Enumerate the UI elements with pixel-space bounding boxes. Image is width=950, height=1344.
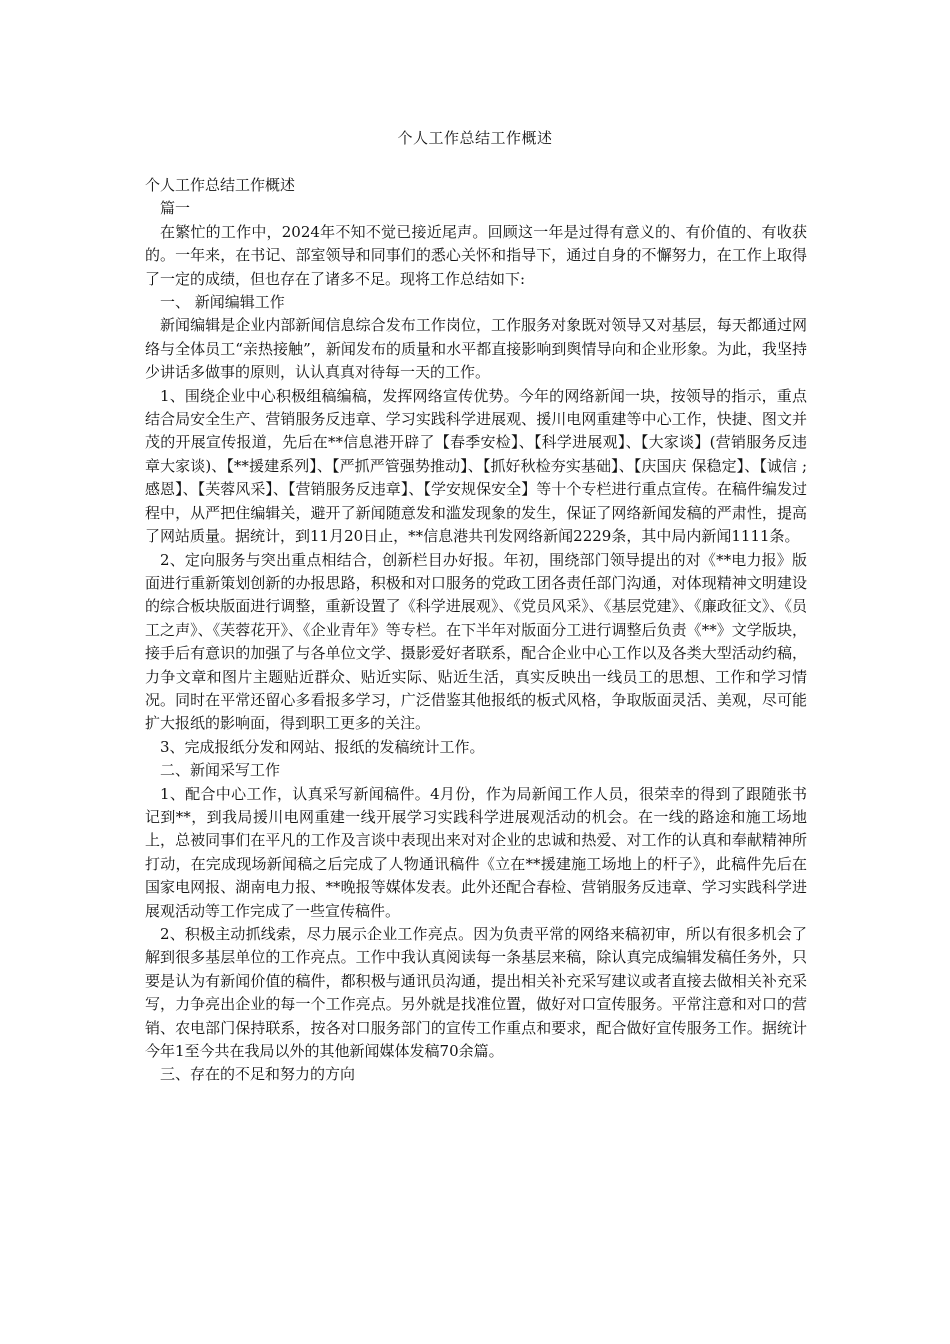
paragraph-news-editing: 新闻编辑是企业内部新闻信息综合发布工作岗位，工作服务对象既对领导又对基层，每天都通过网络与全体员工“亲热接触”，新闻发布的质量和水平都直接影响到舆情导向和企业形象。为此，我坚持少讲话多做事的原则，认认真真对待每一天的工作。: [145, 316, 807, 382]
paragraph-writing-2: 2、积极主动抓线索，尽力展示企业工作亮点。因为负责平常的网络来稿初审，所以有很多机会了解到很多基层单位的工作亮点。工作中我认真阅读每一条基层来稿，除认真完成编辑发稿任务外，只要是认为有新闻价值的稿件，都积极与通讯员沟通，提出相关补充采写建议或者直接去做相关补充采写，力争亮出企业的每一个工作亮点。另外就是找准位置，做好对口宣传服务。平常注意和对口的营销、农电部门保持联系，按各对口服务部门的宣传工作重点和要求，配合做好宣传服务工作。据统计今年1至今共在我局以外的其他新闻媒体发稿70余篇。: [145, 925, 807, 1061]
document-title: 个人工作总结工作概述: [397, 129, 553, 147]
document-subtitle: 个人工作总结工作概述: [145, 176, 296, 194]
document-body: [145, 174, 807, 1087]
part-label: 篇一: [160, 199, 191, 218]
paragraph-item-3: 3、完成报纸分发和网站、报纸的发稿统计工作。: [160, 737, 485, 756]
paragraph-writing-1: 1、配合中心工作，认真采写新闻稿件。4月份，作为局新闻工作人员，很荣幸的得到了跟随张书记到**，到我局援川电网重建一线开展学习实践科学进展观活动的机会。在一线的路途和施工场地上，总被同事们在平凡的工作及言谈中表现出来对对企业的忠诚和热爱、对工作的认真和奉献精神所打动，在完成现场新闻稿之后完成了人物通讯稿件《立在**援建施工场地上的杆子》，此稿件先后在国家电网报、湖南电力报、**晚报等媒体发表。此外还配合春检、营销服务反违章、学习实践科学进展观活动等工作完成了一些宣传稿件。: [145, 784, 807, 920]
paragraph-item-2: 2、定向服务与突出重点相结合，创新栏目办好报。年初，围绕部门领导提出的对《**电力报》版面进行重新策划创新的办报思路，积极和对口服务的党政工团各责任部门沟通，对体现精神文明建设的综合板块版面进行调整，重新设置了《科学进展观》、《党员风采》、《基层党建》、《廉政征文》、《员工之声》、《芙蓉花开》、《企业青年》等专栏。在下半年对版面分工进行调整后负责《**》文学版块，接手后有意识的加强了与各单位文学、摄影爱好者联系，配合企业中心工作以及各类大型活动约稿，力争文章和图片主题贴近群众、贴近实际、贴近生活，真实反映出一线员工的思想、工作和学习情况。同时在平常还留心多看报多学习，广泛借鉴其他报纸的板式风格，争取版面灵活、美观，尽可能扩大报纸的影响面，得到职工更多的关注。: [145, 550, 807, 733]
section-heading-shortcomings: 三、存在的不足和努力的方向: [160, 1065, 356, 1084]
paragraph-item-1: 1、围绕企业中心积极组稿编稿，发挥网络宣传优势。今年的网络新闻一块，按领导的指示，重点结合局安全生产、营销服务反违章、学习实践科学进展观、援川电网重建等中心工作，快捷、图文并茂的开展宣传报道，先后在**信息港开辟了【春季安检】、【科学进展观】、【大家谈】(营销服务反违章大家谈)、【**援建系列】、【严抓严管强势推动】、【抓好秋检夯实基础】、【庆国庆 保稳定】、【诚信 ;感恩】、【芙蓉风采】、【营销服务反违章】、【学安规保安全】等十个专栏进行重点宣传。在稿件编发过程中，从严把住编辑关，避开了新闻随意发和滥发现象的发生，保证了网络新闻发稿的严肃性，提高了网站质量。据统计，到11月20日止，**信息港共刊发网络新闻2229条，其中局内新闻1111条。: [145, 386, 807, 546]
section-heading-news-writing: 二、新闻采写工作: [160, 761, 281, 780]
paragraph-intro: 在繁忙的工作中，2024年不知不觉已接近尾声。回顾这一年是过得有意义的、有价值的、有收获的。一年来，在书记、部室领导和同事们的悉心关怀和指导下，通过自身的不懈努力，在工作上取得了一定的成绩，但也存在了诸多不足。现将工作总结如下:: [145, 222, 807, 288]
section-heading-news-editing: 一、 新闻编辑工作: [160, 293, 285, 312]
